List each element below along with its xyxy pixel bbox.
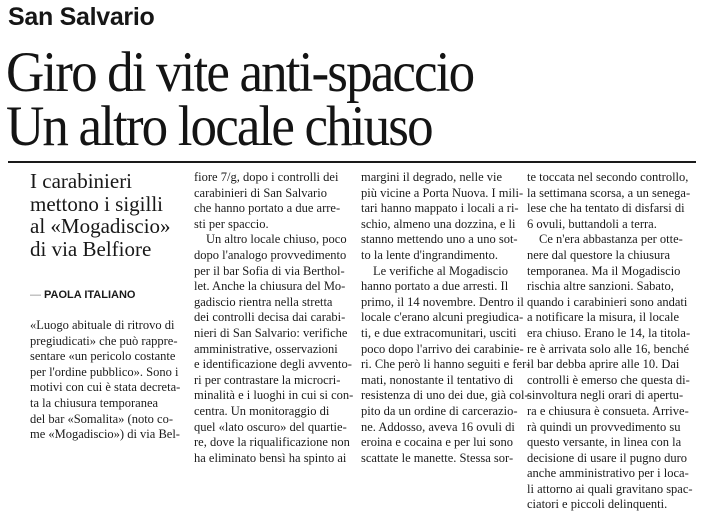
text-line: ri. Che però li hanno seguiti e fer- [361,357,531,372]
text-line: me «Mogadiscio») di via Bel- [30,427,180,442]
headline-line-1: Giro di vite anti-spaccio [6,41,474,104]
text-line: scattate le manette. Stessa sor- [361,450,514,465]
text-line: pito da un ordine di carcerazio- [361,403,518,418]
summary-line: di via Belfiore [30,236,152,261]
text-line: sti per spaccio. [194,216,269,231]
headline-divider [8,161,696,163]
text-line: margini il degrado, nelle vie [361,170,503,184]
text-line: ri per contrastare la microcri- [194,372,341,387]
text-line: tari hanno mappato i locali a ri- [361,201,519,216]
text-line: il bar debba aprire alle 10. Dai [527,357,680,372]
text-line: locale c'erano alcuni pregiudica- [361,310,524,325]
summary-line: al «Mogadiscio» [30,214,171,238]
text-line: rischia altre sanzioni. Sabato, [527,279,674,294]
text-line: stanno mettendo uno a uno sot- [361,232,518,247]
text-line: nere dal questore la chiusura [527,247,670,262]
text-line: del bar «Somalita» (noto co- [30,411,174,426]
text-line: dei controlli decisa dai carabi- [194,310,346,325]
text-line: decisione di usare il pugno duro [527,450,688,465]
text-line: ti, e due extracomunitari, usciti [361,325,517,340]
summary-line: I carabinieri [30,169,133,193]
text-line: sinvoltura negli orari di apertu- [527,388,684,403]
text-line: Ce n'era abbastanza per otte- [539,232,683,247]
byline-dash-icon: — [30,289,40,301]
text-line: li attorno ai quali gravitano spac- [527,481,693,496]
article-column-3 [361,170,531,466]
summary-line: mettono i sigilli [30,191,164,216]
author-name: PAOLA ITALIANO [44,289,136,301]
text-line: let. Anche la chiusura del Mo- [194,279,346,294]
text-line: Le verifiche al Mogadiscio [373,263,509,278]
article-column-2 [194,170,354,466]
text-line: anche amministrativo per i loca- [527,466,689,481]
text-line: resistenza di uno dei due, già col- [361,388,529,403]
text-line: che hanno portato a due arre- [194,201,341,216]
text-line: ta la chiusura temporanea [30,395,159,410]
text-line: gadiscio rientra nella stretta [194,294,333,309]
text-line: re, dove la riqualificazione non [194,435,350,450]
text-line: primo, il 14 novembre. Dentro il [361,294,524,309]
text-line: ne. Addosso, aveva 16 ovuli di [361,419,515,434]
text-line: 6 ovuli, buttandoli a terra. [527,216,657,231]
text-line: quel «lato oscuro» del quartie- [194,419,347,434]
text-line: e identificazione degli avvento- [194,357,352,372]
text-line: ciatori e piccoli delinquenti. [527,497,668,512]
article-column-1 [30,318,186,443]
text-line: controlli è emerso che questa di- [527,372,690,387]
text-line: lese che ha tentato di disfarsi di [527,201,685,216]
text-line: «Luogo abituale di ritrovo di [30,318,175,332]
text-line: per l'ordine pubblico». Sono i [30,364,179,379]
text-line: motivi con cui è stata decreta- [30,380,181,395]
text-line: quando i carabinieri sono andati [527,294,688,309]
byline [30,288,190,302]
text-line: ra e chiusura è consueta. Arrive- [527,403,689,418]
text-line: centra. Un monitoraggio di [194,403,330,418]
summary-deck [30,170,190,260]
text-line: questo versante, in linea con la [527,435,682,450]
text-line: schio, almeno una dozzina, e li [361,216,516,231]
text-line: più vicine a Porta Nuova. I mili- [361,185,524,200]
text-line: eroina e cocaina e per lui sono [361,435,514,450]
text-line: sentare «un pericolo costante [30,349,176,364]
text-line: la settimana scorsa, a un senega- [527,185,691,200]
text-line: era chiuso. Erano le 14, la titola- [527,325,691,340]
text-line: ha eliminato bensì ha spinto ai [194,450,347,465]
text-line: pregiudicati» che può rappre- [30,333,178,348]
article-column-4 [527,170,695,513]
text-line: carabinieri di San Salvario [194,185,327,200]
text-line: Un altro locale chiuso, poco [206,232,347,247]
text-line: hanno portato a due arresti. Il [361,279,509,294]
text-line: a notificare la misura, il locale [527,310,680,325]
text-line: re è arrivata solo alle 16, benché [527,341,690,356]
text-line: nieri di San Salvario: verifiche [194,325,348,340]
text-line: per il bar Sofia di via Berthol- [194,263,345,278]
text-line: mati, nonostante il tentativo di [361,372,514,387]
text-line: te toccata nel secondo controllo, [527,170,689,184]
headline-line-2: Un altro locale chiuso [6,95,432,158]
text-line: amministrative, osservazioni [194,341,338,356]
text-line: fiore 7/g, dopo i controlli dei [194,170,339,184]
text-line: poco dopo l'arrivo dei carabinie- [361,341,524,356]
text-line: dopo l'analogo provvedimento [194,247,347,262]
text-line: temporanea. Ma il Mogadiscio [527,263,681,278]
text-line: minalità e i luoghi in cui si con- [194,388,354,403]
text-line: to la lente d'ingrandimento. [361,247,498,262]
section-kicker: San Salvario [8,3,155,31]
text-line: rà quindi un provvedimento su [527,419,681,434]
